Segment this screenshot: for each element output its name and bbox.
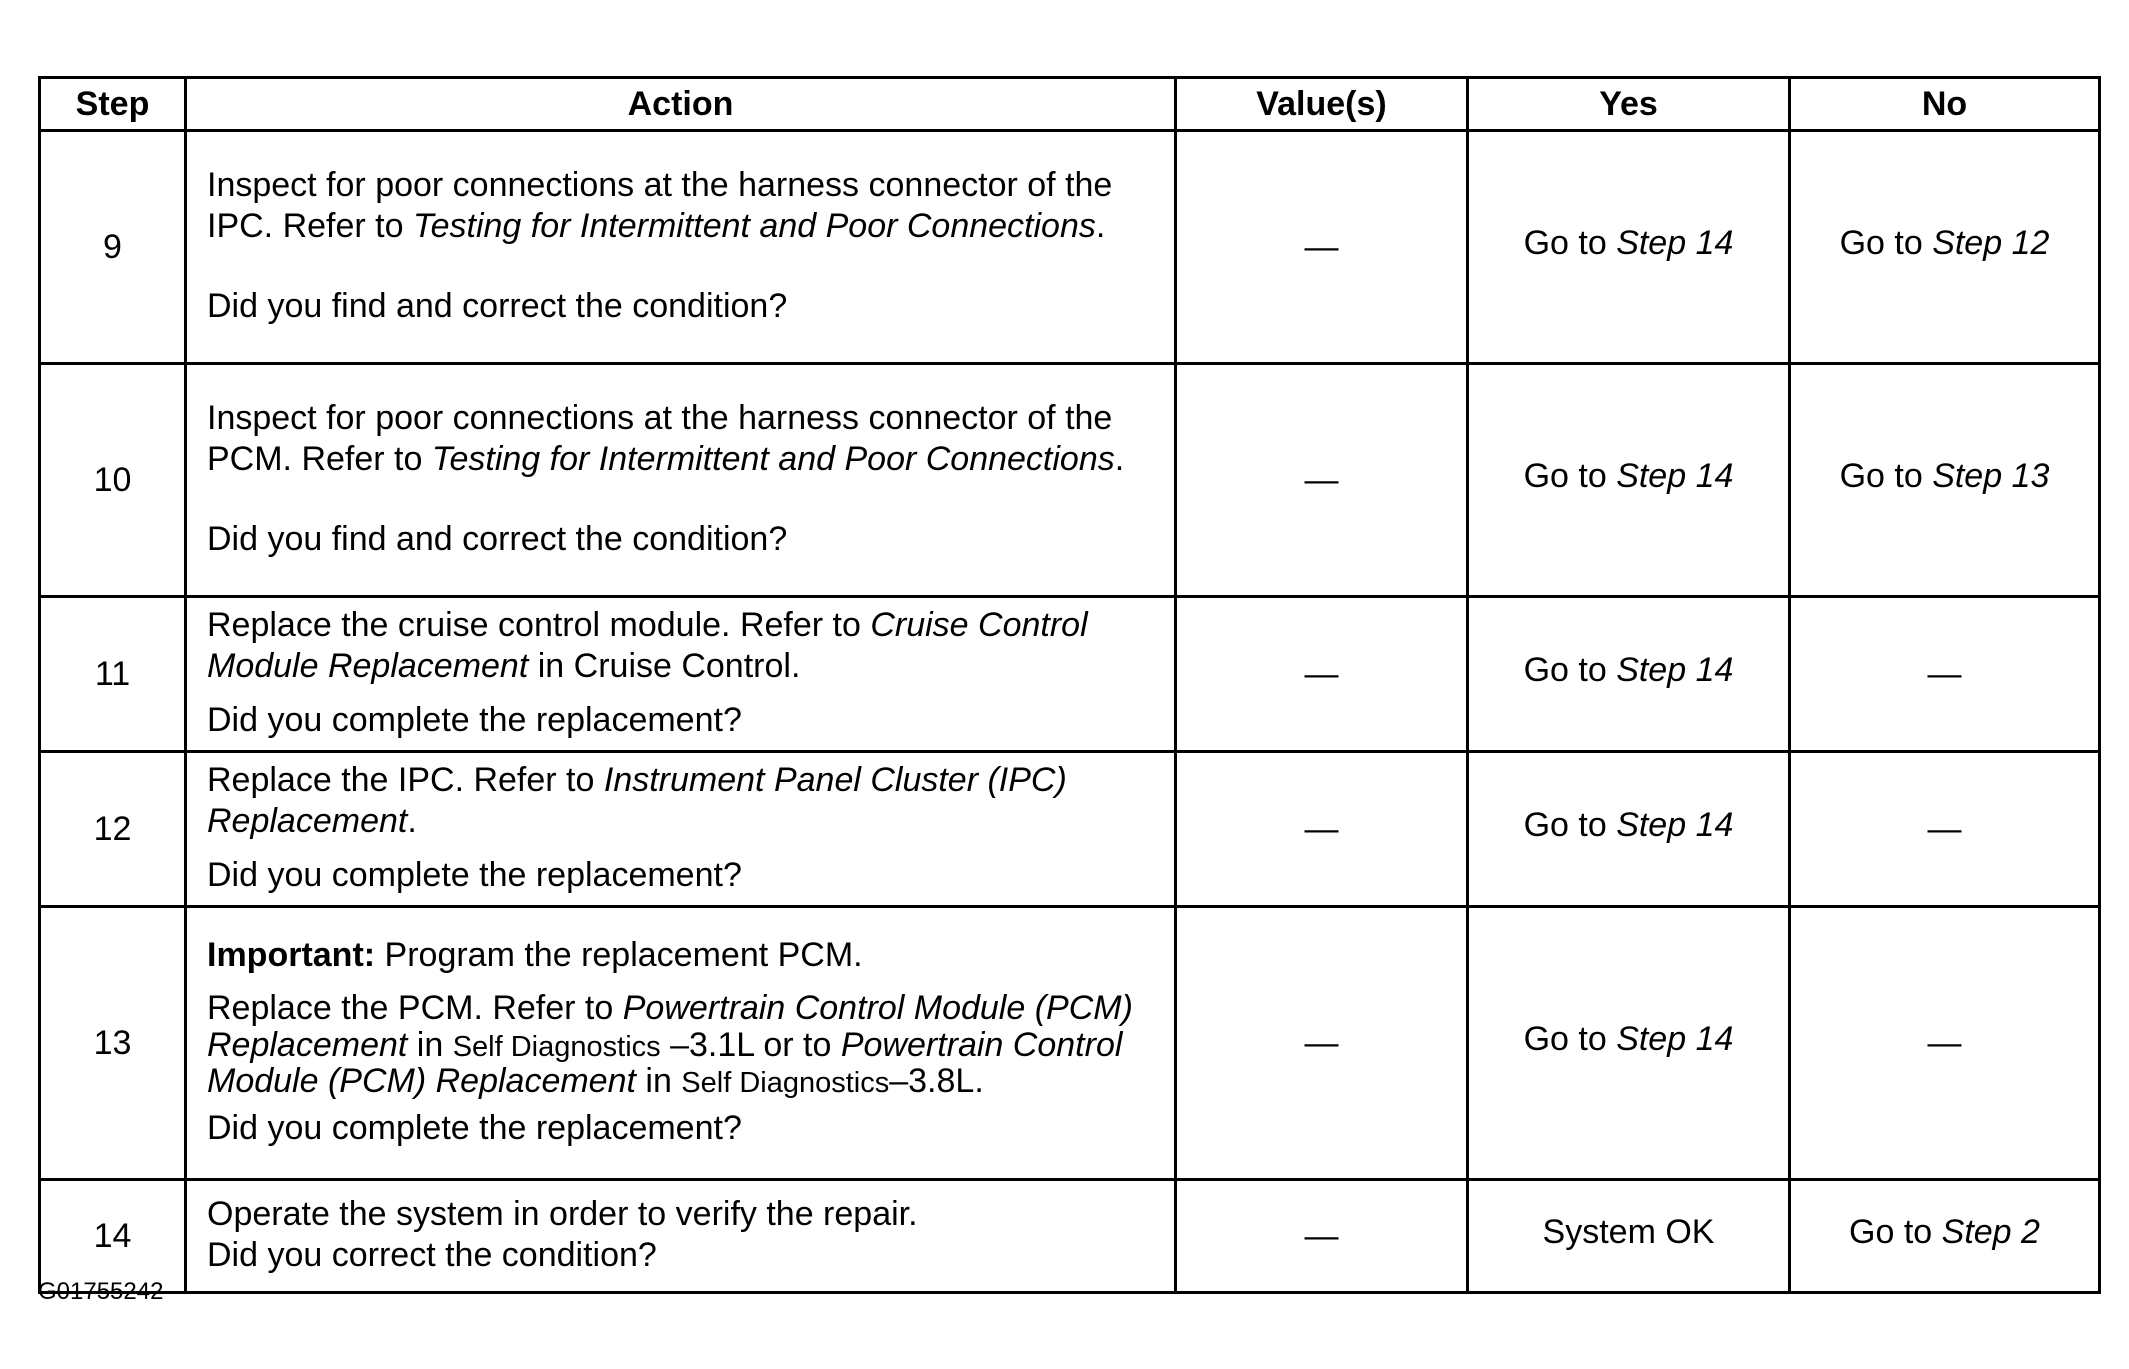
- goto-text: Go to: [1523, 1020, 1617, 1059]
- action-question: Did you correct the condition?: [207, 1236, 657, 1274]
- reference-link[interactable]: Instrument Panel Cluster (IPC) Replacement: [207, 760, 1067, 840]
- header-yes: Yes: [1468, 78, 1790, 131]
- action-instruction: [207, 760, 1162, 842]
- action-text: .: [1095, 206, 1106, 245]
- step-number: 14: [40, 1180, 186, 1293]
- goto-text: Go to: [1849, 1213, 1942, 1252]
- action-text: in: [635, 1062, 682, 1101]
- goto-text: Go to: [1839, 457, 1933, 496]
- yes-cell: [1468, 752, 1790, 907]
- action-text: .: [1114, 439, 1125, 478]
- action-instruction: [207, 605, 1162, 687]
- goto-text: Go to: [1523, 651, 1617, 690]
- action-text: Inspect for poor connections at the harness connector of the IPC. Refer to: [207, 165, 1113, 245]
- goto-text: Go to: [1523, 806, 1617, 845]
- diagnostic-table: [38, 76, 2101, 1294]
- important-note: [207, 935, 1162, 976]
- step-number: 13: [40, 907, 186, 1180]
- action-text: Replace the cruise control module. Refer to: [207, 605, 871, 644]
- value-cell: —: [1176, 364, 1468, 597]
- table-row: [40, 752, 2100, 907]
- important-text: Program the replacement PCM.: [375, 936, 863, 975]
- step-number: 11: [40, 597, 186, 752]
- action-cell: [186, 364, 1176, 597]
- goto-text: Go to: [1523, 224, 1617, 263]
- action-text: Replace the IPC. Refer to: [207, 760, 604, 799]
- action-question: Did you complete the replacement?: [207, 1109, 742, 1148]
- action-cell: [186, 752, 1176, 907]
- action-text: in Cruise Control.: [528, 646, 801, 685]
- action-question: Did you find and correct the condition?: [207, 520, 788, 559]
- action-text: –3.8L.: [889, 1062, 984, 1101]
- value-cell: —: [1176, 131, 1468, 364]
- step-number: 9: [40, 131, 186, 364]
- value-cell: —: [1176, 907, 1468, 1180]
- no-cell: —: [1790, 752, 2100, 907]
- yes-cell: [1468, 597, 1790, 752]
- value-cell: —: [1176, 1180, 1468, 1293]
- action-question: Did you complete the replacement?: [207, 856, 742, 895]
- header-values: Value(s): [1176, 78, 1468, 131]
- header-action: Action: [186, 78, 1176, 131]
- action-text: Inspect for poor connections at the harness connector of the PCM. Refer to: [207, 398, 1113, 478]
- step-link[interactable]: Step 2: [1941, 1213, 2040, 1252]
- step-link[interactable]: Step 12: [1932, 224, 2050, 263]
- no-cell: [1790, 131, 2100, 364]
- reference-link[interactable]: Testing for Intermittent and Poor Connections: [412, 206, 1096, 245]
- table-row: [40, 907, 2100, 1180]
- yes-cell: [1468, 131, 1790, 364]
- action-question: Did you find and correct the condition?: [207, 287, 788, 326]
- action-instruction: [207, 165, 1162, 247]
- figure-id: G01755242: [38, 1278, 164, 1305]
- no-cell: —: [1790, 907, 2100, 1180]
- reference-link[interactable]: Testing for Intermittent and Poor Connections: [431, 439, 1115, 478]
- step-link[interactable]: Step 14: [1616, 224, 1734, 263]
- step-number: 10: [40, 364, 186, 597]
- yes-cell: [1468, 364, 1790, 597]
- table-row: [40, 364, 2100, 597]
- action-text: Replace the PCM. Refer to: [207, 988, 623, 1027]
- goto-text: Go to: [1839, 224, 1933, 263]
- action-cell: [186, 1180, 1176, 1293]
- header-no: No: [1790, 78, 2100, 131]
- step-link[interactable]: Step 14: [1616, 651, 1734, 690]
- no-cell: [1790, 1180, 2100, 1293]
- no-cell: [1790, 364, 2100, 597]
- action-instruction: [207, 990, 1162, 1100]
- step-link[interactable]: Step 14: [1616, 1020, 1734, 1059]
- action-cell: [186, 597, 1176, 752]
- step-link[interactable]: Step 13: [1932, 457, 2050, 496]
- table-row: [40, 131, 2100, 364]
- value-cell: —: [1176, 597, 1468, 752]
- action-instruction: [207, 398, 1162, 480]
- action-text: –3.1L or to: [660, 1025, 841, 1064]
- step-number: 12: [40, 752, 186, 907]
- reference-link[interactable]: Powertrain Control Module (PCM) Replacement: [207, 1025, 1123, 1101]
- goto-text: Go to: [1523, 457, 1617, 496]
- header-step: Step: [40, 78, 186, 131]
- reference-link[interactable]: Cruise Control Module Replacement: [207, 605, 1088, 685]
- action-text: .: [407, 801, 417, 840]
- table-row: [40, 597, 2100, 752]
- section-link[interactable]: Self Diagnostics: [452, 1030, 661, 1063]
- value-cell: —: [1176, 752, 1468, 907]
- header-row: [40, 78, 2100, 131]
- action-question: Did you complete the replacement?: [207, 701, 742, 740]
- action-text: in: [407, 1025, 453, 1064]
- reference-link[interactable]: Powertrain Control Module (PCM) Replacement: [207, 988, 1133, 1064]
- step-link[interactable]: Step 14: [1616, 806, 1734, 845]
- step-link[interactable]: Step 14: [1616, 457, 1734, 496]
- no-cell: —: [1790, 597, 2100, 752]
- action-cell: [186, 131, 1176, 364]
- action-cell: [186, 907, 1176, 1180]
- yes-cell: [1468, 907, 1790, 1180]
- section-link[interactable]: Self Diagnostics: [681, 1067, 890, 1100]
- action-instruction: Operate the system in order to verify the repair.: [207, 1195, 918, 1234]
- important-label: Important:: [207, 936, 376, 975]
- yes-cell: System OK: [1468, 1180, 1790, 1293]
- table-row: [40, 1180, 2100, 1293]
